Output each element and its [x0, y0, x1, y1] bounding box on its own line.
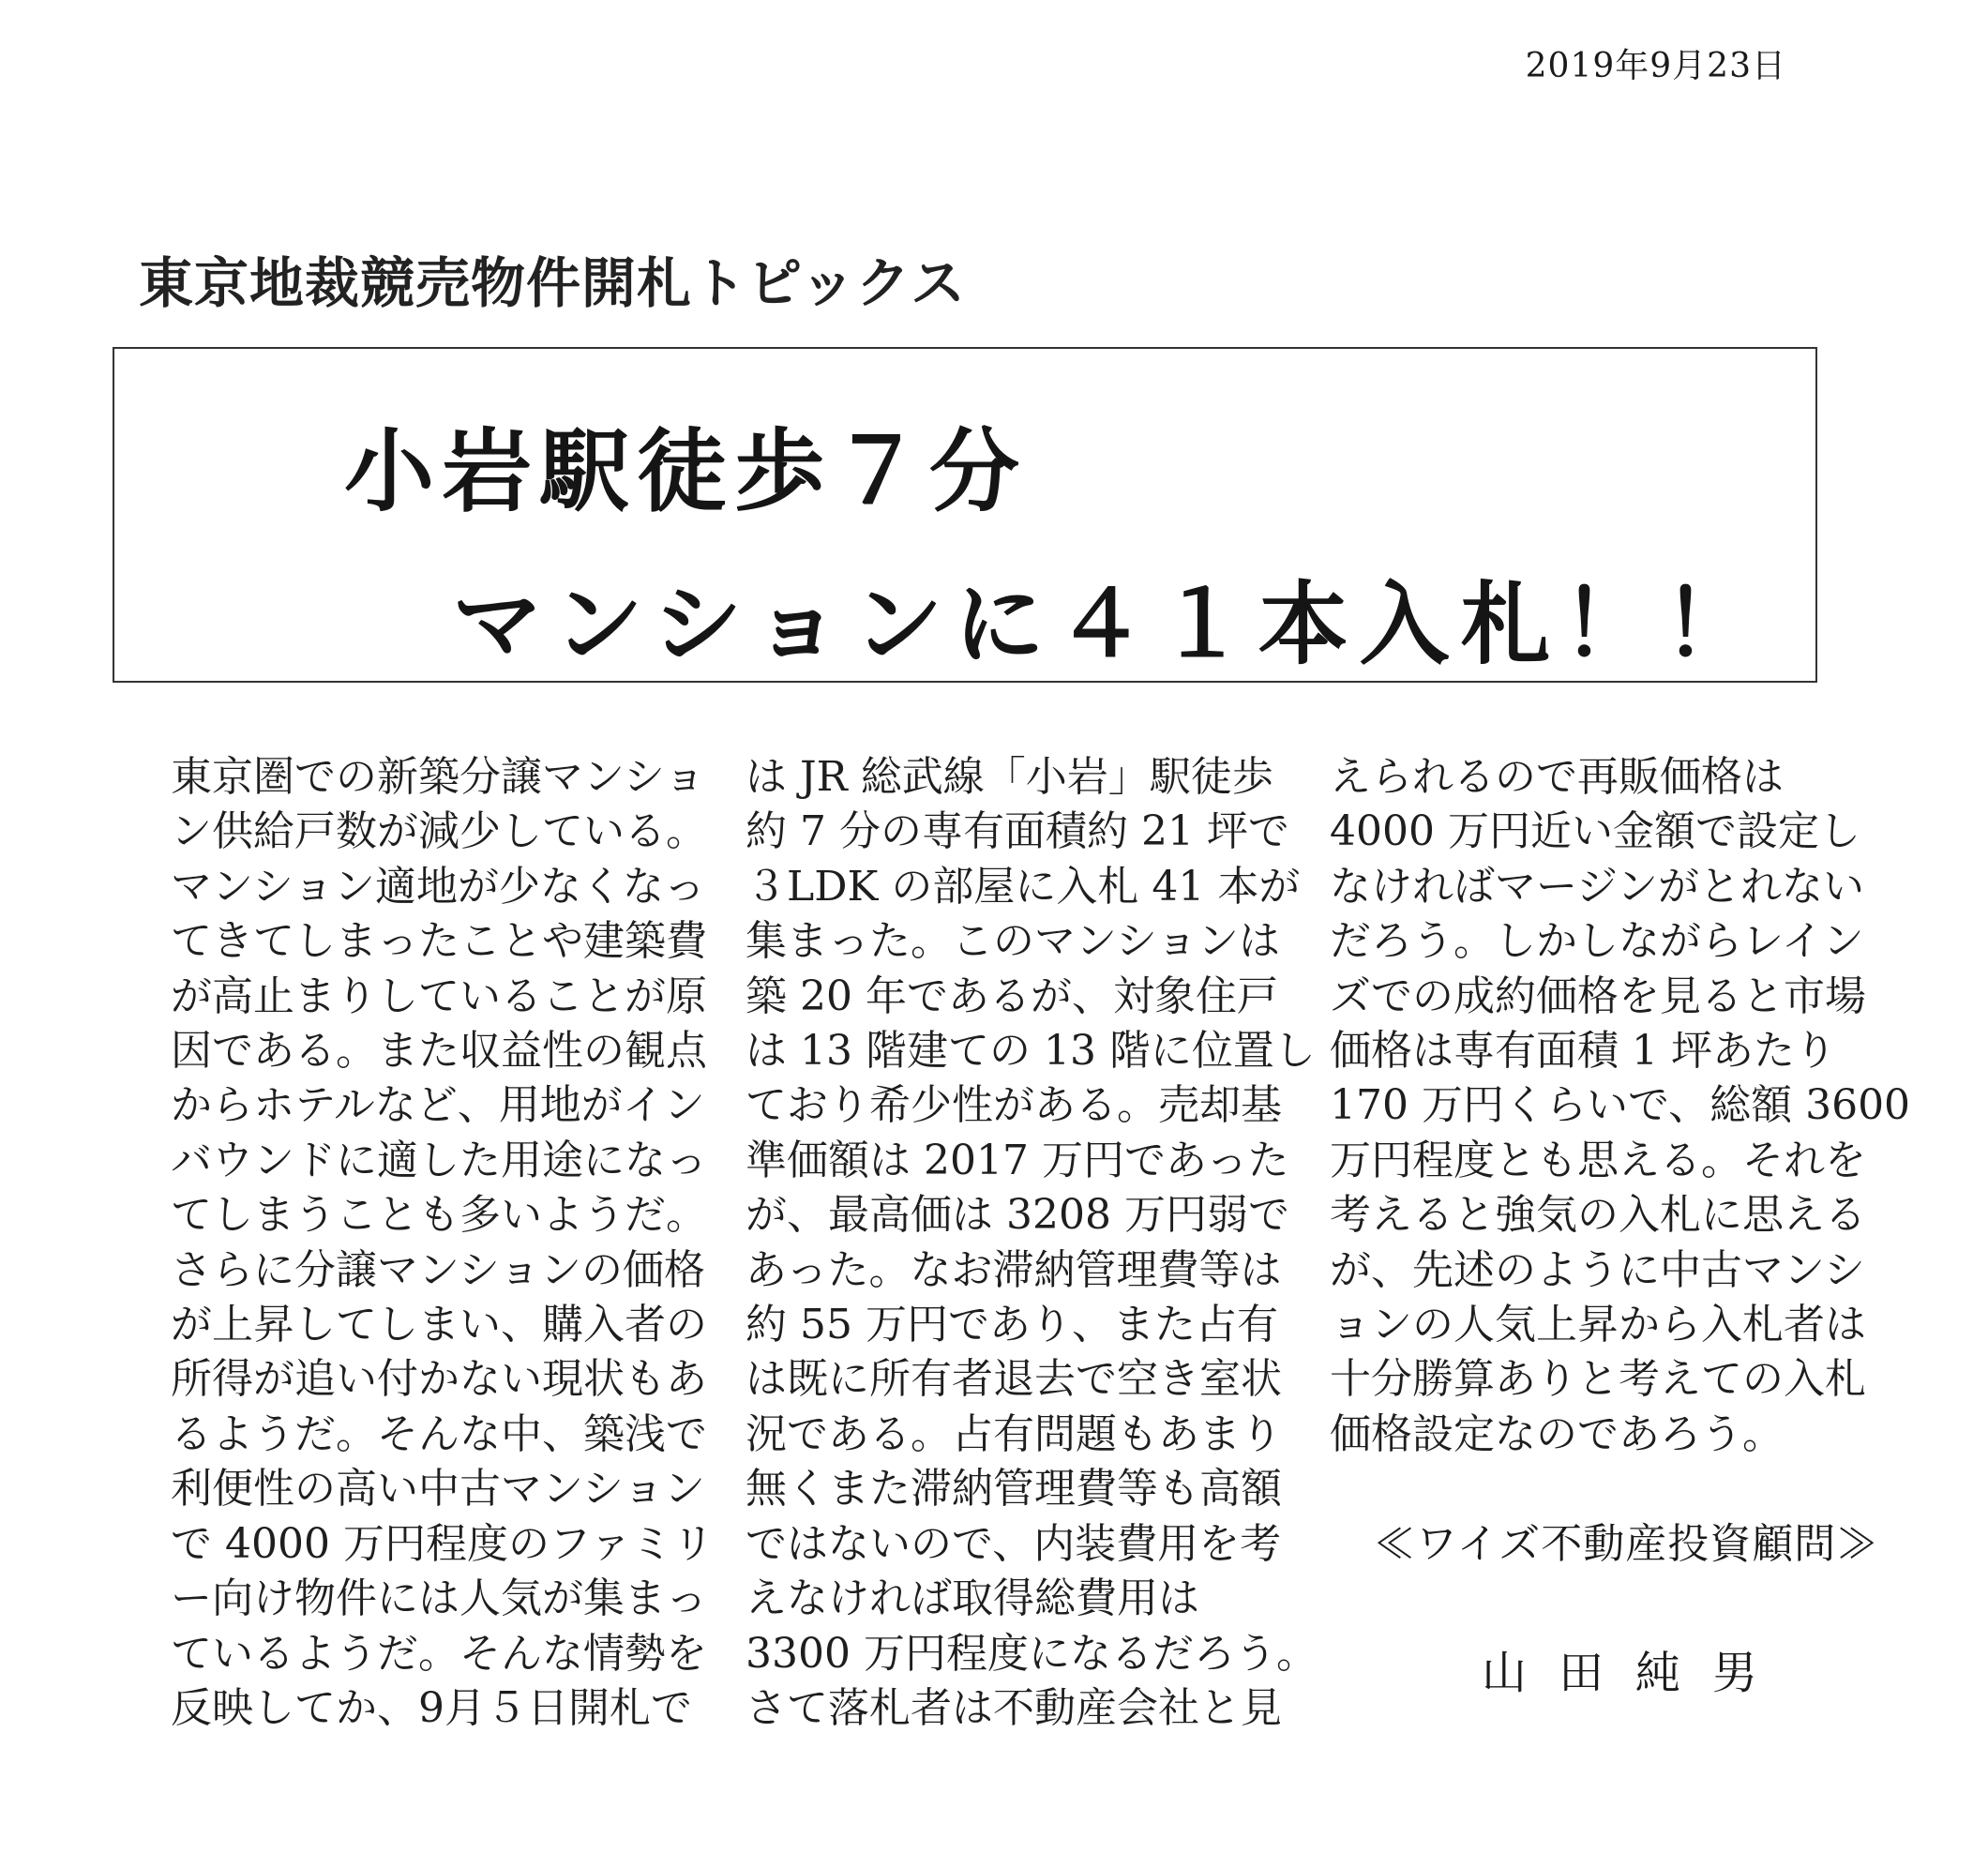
article-line: 4000 万円近い金額で設定し: [1330, 807, 1860, 856]
headline-line-2: マンションに４１本入札！！: [452, 572, 1765, 677]
article-line: が上昇してしまい、購入者の: [171, 1301, 707, 1349]
article-line: てきてしまったことや建築費: [171, 917, 707, 966]
signature-name: 山田純男: [1482, 1647, 1790, 1699]
article-line: 利便性の高い中古マンション: [171, 1465, 706, 1514]
article-line: ズでの成約価格を見ると市場: [1330, 972, 1866, 1020]
article-line: 価格は専有面積 1 坪あたり: [1330, 1027, 1836, 1076]
article-line: 価格設定なのであろう。: [1330, 1409, 1784, 1458]
article-line: だろう。しかしながらレイン: [1330, 917, 1864, 966]
article-line: で 4000 万円程度のファミリ: [171, 1519, 715, 1568]
article-line: あった。なお滞納管理費等は: [746, 1245, 1282, 1294]
series-title: 東京地裁競売物件開札トピックス: [139, 251, 967, 315]
article-line: さて落札者は不動産会社と見: [746, 1683, 1282, 1732]
article-line: なければマージンがとれない: [1330, 862, 1865, 911]
article-line: 無くまた滞納管理費等も高額: [746, 1465, 1282, 1514]
article-line: マンション適地が少なくなっ: [171, 862, 706, 911]
article-column-1: [171, 750, 715, 1736]
article-date: 2019年9月23日: [1525, 47, 1786, 85]
article-line: 反映してか、9月５日開札で: [171, 1683, 692, 1732]
article-line: 所得が追い付かない現状もあ: [171, 1355, 707, 1404]
article-line: ョンの人気上昇から入札者は: [1330, 1301, 1866, 1349]
article-line: 3300 万円程度になるだろう。: [746, 1629, 1318, 1678]
signature-organization: ≪ワイズ不動産投資顧問≫: [1374, 1520, 1879, 1568]
headline-line-1: 小岩駅徒歩７分: [344, 419, 1027, 524]
article-line: 考えると強気の入札に思える: [1330, 1191, 1866, 1240]
article-line: が、最高価は 3208 万円弱で: [746, 1191, 1289, 1240]
article-line: 築 20 年であるが、対象住戸: [746, 972, 1278, 1020]
article-column-2: [746, 750, 1318, 1736]
article-line: は JR 総武線「小岩」駅徒歩: [746, 753, 1273, 801]
article-line: ３LDK の部屋に入札 41 本が: [746, 862, 1301, 911]
article-line: 集まった。このマンションは: [746, 917, 1281, 966]
article-column-3: [1330, 750, 1911, 1462]
article-line: 約 7 分の専有面積約 21 坪で: [746, 807, 1289, 856]
article-line: バウンドに適した用途になっ: [171, 1136, 707, 1184]
article-line: 因である。また収益性の観点: [171, 1027, 707, 1076]
article-line: 万円程度とも思える。それを: [1330, 1136, 1866, 1184]
article-line: 況である。占有問題もあまり: [746, 1409, 1282, 1458]
article-line: るようだ。そんな中、築浅で: [171, 1409, 707, 1458]
article-line: が高止まりしていることが原: [171, 972, 707, 1020]
article-line: 170 万円くらいで、総額 3600: [1330, 1081, 1911, 1130]
article-line: は 13 階建ての 13 階に位置し: [746, 1027, 1316, 1076]
article-line: ー向け物件には人気が集まっ: [171, 1574, 707, 1623]
article-line: てしまうことも多いようだ。: [171, 1191, 707, 1240]
article-line: 十分勝算ありと考えての入札: [1330, 1355, 1866, 1404]
article-line: えなければ取得総費用は: [746, 1574, 1199, 1623]
article-line: は既に所有者退去で空き室状: [746, 1355, 1282, 1404]
article-line: えられるので再販価格は: [1330, 753, 1784, 801]
article-line: 準価額は 2017 万円であった: [746, 1136, 1289, 1184]
article-line: 約 55 万円であり、また占有: [746, 1301, 1278, 1349]
article-line: ているようだ。そんな情勢を: [171, 1629, 707, 1678]
article-line: さらに分譲マンションの価格: [171, 1245, 706, 1294]
article-line: ではないので、内装費用を考: [746, 1519, 1282, 1568]
article-line: ており希少性がある。売却基: [746, 1081, 1282, 1130]
headline-box: [113, 347, 1817, 683]
article-line: ン供給戸数が減少している。: [171, 807, 707, 856]
article-line: 東京圏での新築分譲マンショ: [171, 753, 706, 801]
article-line: からホテルなど、用地がイン: [171, 1081, 705, 1130]
article-line: が、先述のように中古マンシ: [1330, 1245, 1865, 1294]
